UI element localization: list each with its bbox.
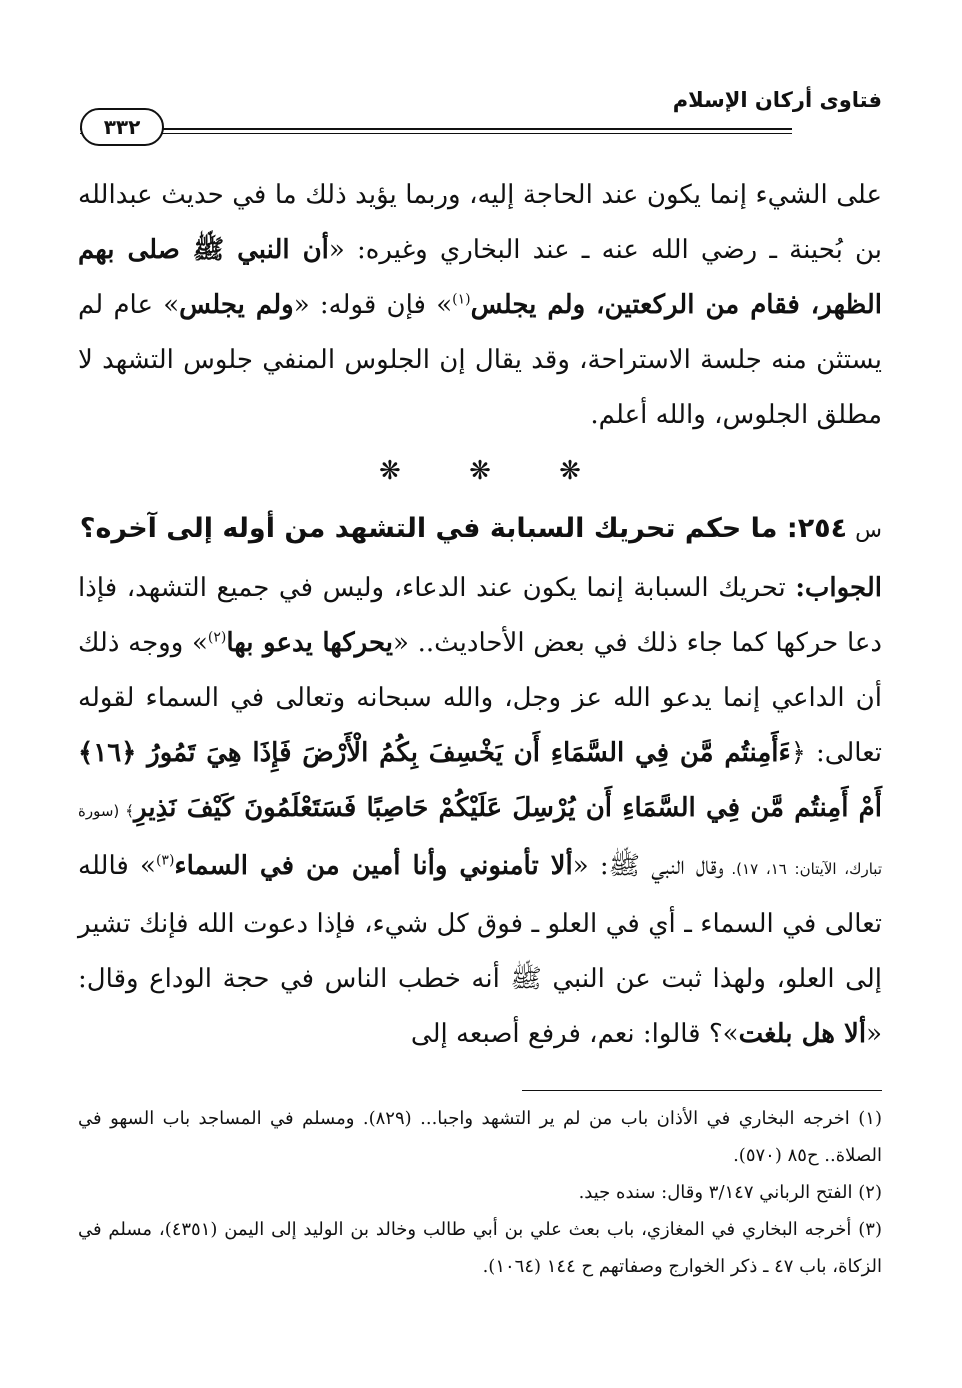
main-text: [78, 168, 882, 1062]
footnote-ref-2: (٢): [207, 629, 227, 646]
text-segment: » ووجه ذلك أن الداعي إنما يدعو الله عز وجل، والله سبحانه وتعالى في السماء لقوله تعالى: ﴿: [78, 628, 883, 768]
question-mark-icon: س: [855, 518, 882, 543]
text-segment: » فإن قوله: «: [293, 290, 453, 320]
footnote-3: (٣) أخرجه البخاري في المغازي، باب بعث علي بن أبي طالب وخالد بن الوليد إلى اليمن (٤٣٥١)، مسلم في الزكاة، باب ٤٧ ـ ذكر الخوارج وصفاتهم ح ١٤٤ (١٠٦٤).: [78, 1219, 882, 1277]
question-text: ٢٥٤: ما حكم تحريك السبابة في التشهد من أوله إلى آخره؟: [79, 513, 848, 544]
page-header: [80, 88, 882, 148]
hadith-quote: أن النبي ﷺ صلى بهم الظهر، فقام من الركعتين، ولم يجلس: [78, 235, 883, 320]
answer-label: الجواب:: [795, 573, 882, 603]
text-segment: على الشيء إنما يكون عند الحاجة إليه، وربما يؤيد ذلك ما في حديث عبدالله بن بُحينة ـ رضي الله عنه ـ عند البخاري وغيره: «: [78, 180, 882, 265]
book-title: فتاوى أركان الإسلام: [672, 88, 882, 112]
footnote-ref-1: (١): [452, 291, 471, 308]
hadith-quote: يحركها يدعو بها: [226, 628, 393, 658]
quran-verse: ءَأَمِنتُم مَّن فِي السَّمَاءِ أَن يَخْسِفَ بِكُمُ الْأَرْضَ فَإِذَا هِيَ تَمُورُ ﴿١٦﴾ أَمْ أَمِنتُم مَّن فِي السَّمَاءِ أَن يُرْسِلَ عَلَيْكُمْ حَاصِبًا فَسَتَعْلَمُونَ كَيْفَ نَذِيرِ: [78, 738, 882, 823]
text-segment: » عام لم يستثن منه جلسة الاستراحة، وقد يقال إن الجلوس المنفي جلوس التشهد لا مطلق الجلوس، والله أعلم.: [78, 290, 882, 430]
hadith-quote: ولم يجلس: [179, 290, 294, 320]
hadith-quote: ألا هل بلغت: [738, 1019, 867, 1049]
question-heading: [78, 499, 882, 561]
footnotes: [78, 1100, 882, 1285]
header-rule: [80, 128, 792, 134]
text-segment: تحريك السبابة إنما يكون عند الدعاء، وليس في جميع التشهد، فإذا دعا حركها كما جاء ذلك في بعض الأحاديث.. «: [78, 573, 882, 658]
section-separator: ❋ ❋ ❋: [379, 456, 611, 486]
hadith-quote: ألا تأمنوني وأنا أمين من في السماء: [174, 851, 573, 881]
answer-paragraph: [78, 561, 882, 1062]
text-segment: وقال النبي ﷺ: «: [572, 851, 724, 881]
verse-reference: ﴾ (سورة تبارك، الآيتان: ١٦، ١٧).: [78, 802, 883, 878]
text-segment: »؟ قالوا: نعم، فرفع أصبعه إلى: [410, 1019, 739, 1049]
page-number: ٣٣٢: [80, 108, 164, 146]
footnote-ref-3: (٣): [155, 852, 175, 869]
paragraph-1: [78, 168, 882, 443]
footnote-1: (١) اخرجه البخاري في الأذان باب من لم ير التشهد واجبا... (٨٢٩). ومسلم في المساجد باب السهو في الصلاة.. ح٨٥ (٥٧٠).: [78, 1108, 882, 1166]
footnote-2: (٢) الفتح الرباني ٣/١٤٧ وقال: سنده جيد.: [578, 1182, 882, 1203]
text-segment: » فالله تعالى في السماء ـ أي في العلو ـ فوق كل شيء، فإذا دعوت الله فإنك تشير إلى العلو، ولهذا ثبت عن النبي ﷺ أنه خطب الناس في حجة الوداع وقال: «: [78, 851, 882, 1049]
footnote-rule: [522, 1090, 882, 1091]
